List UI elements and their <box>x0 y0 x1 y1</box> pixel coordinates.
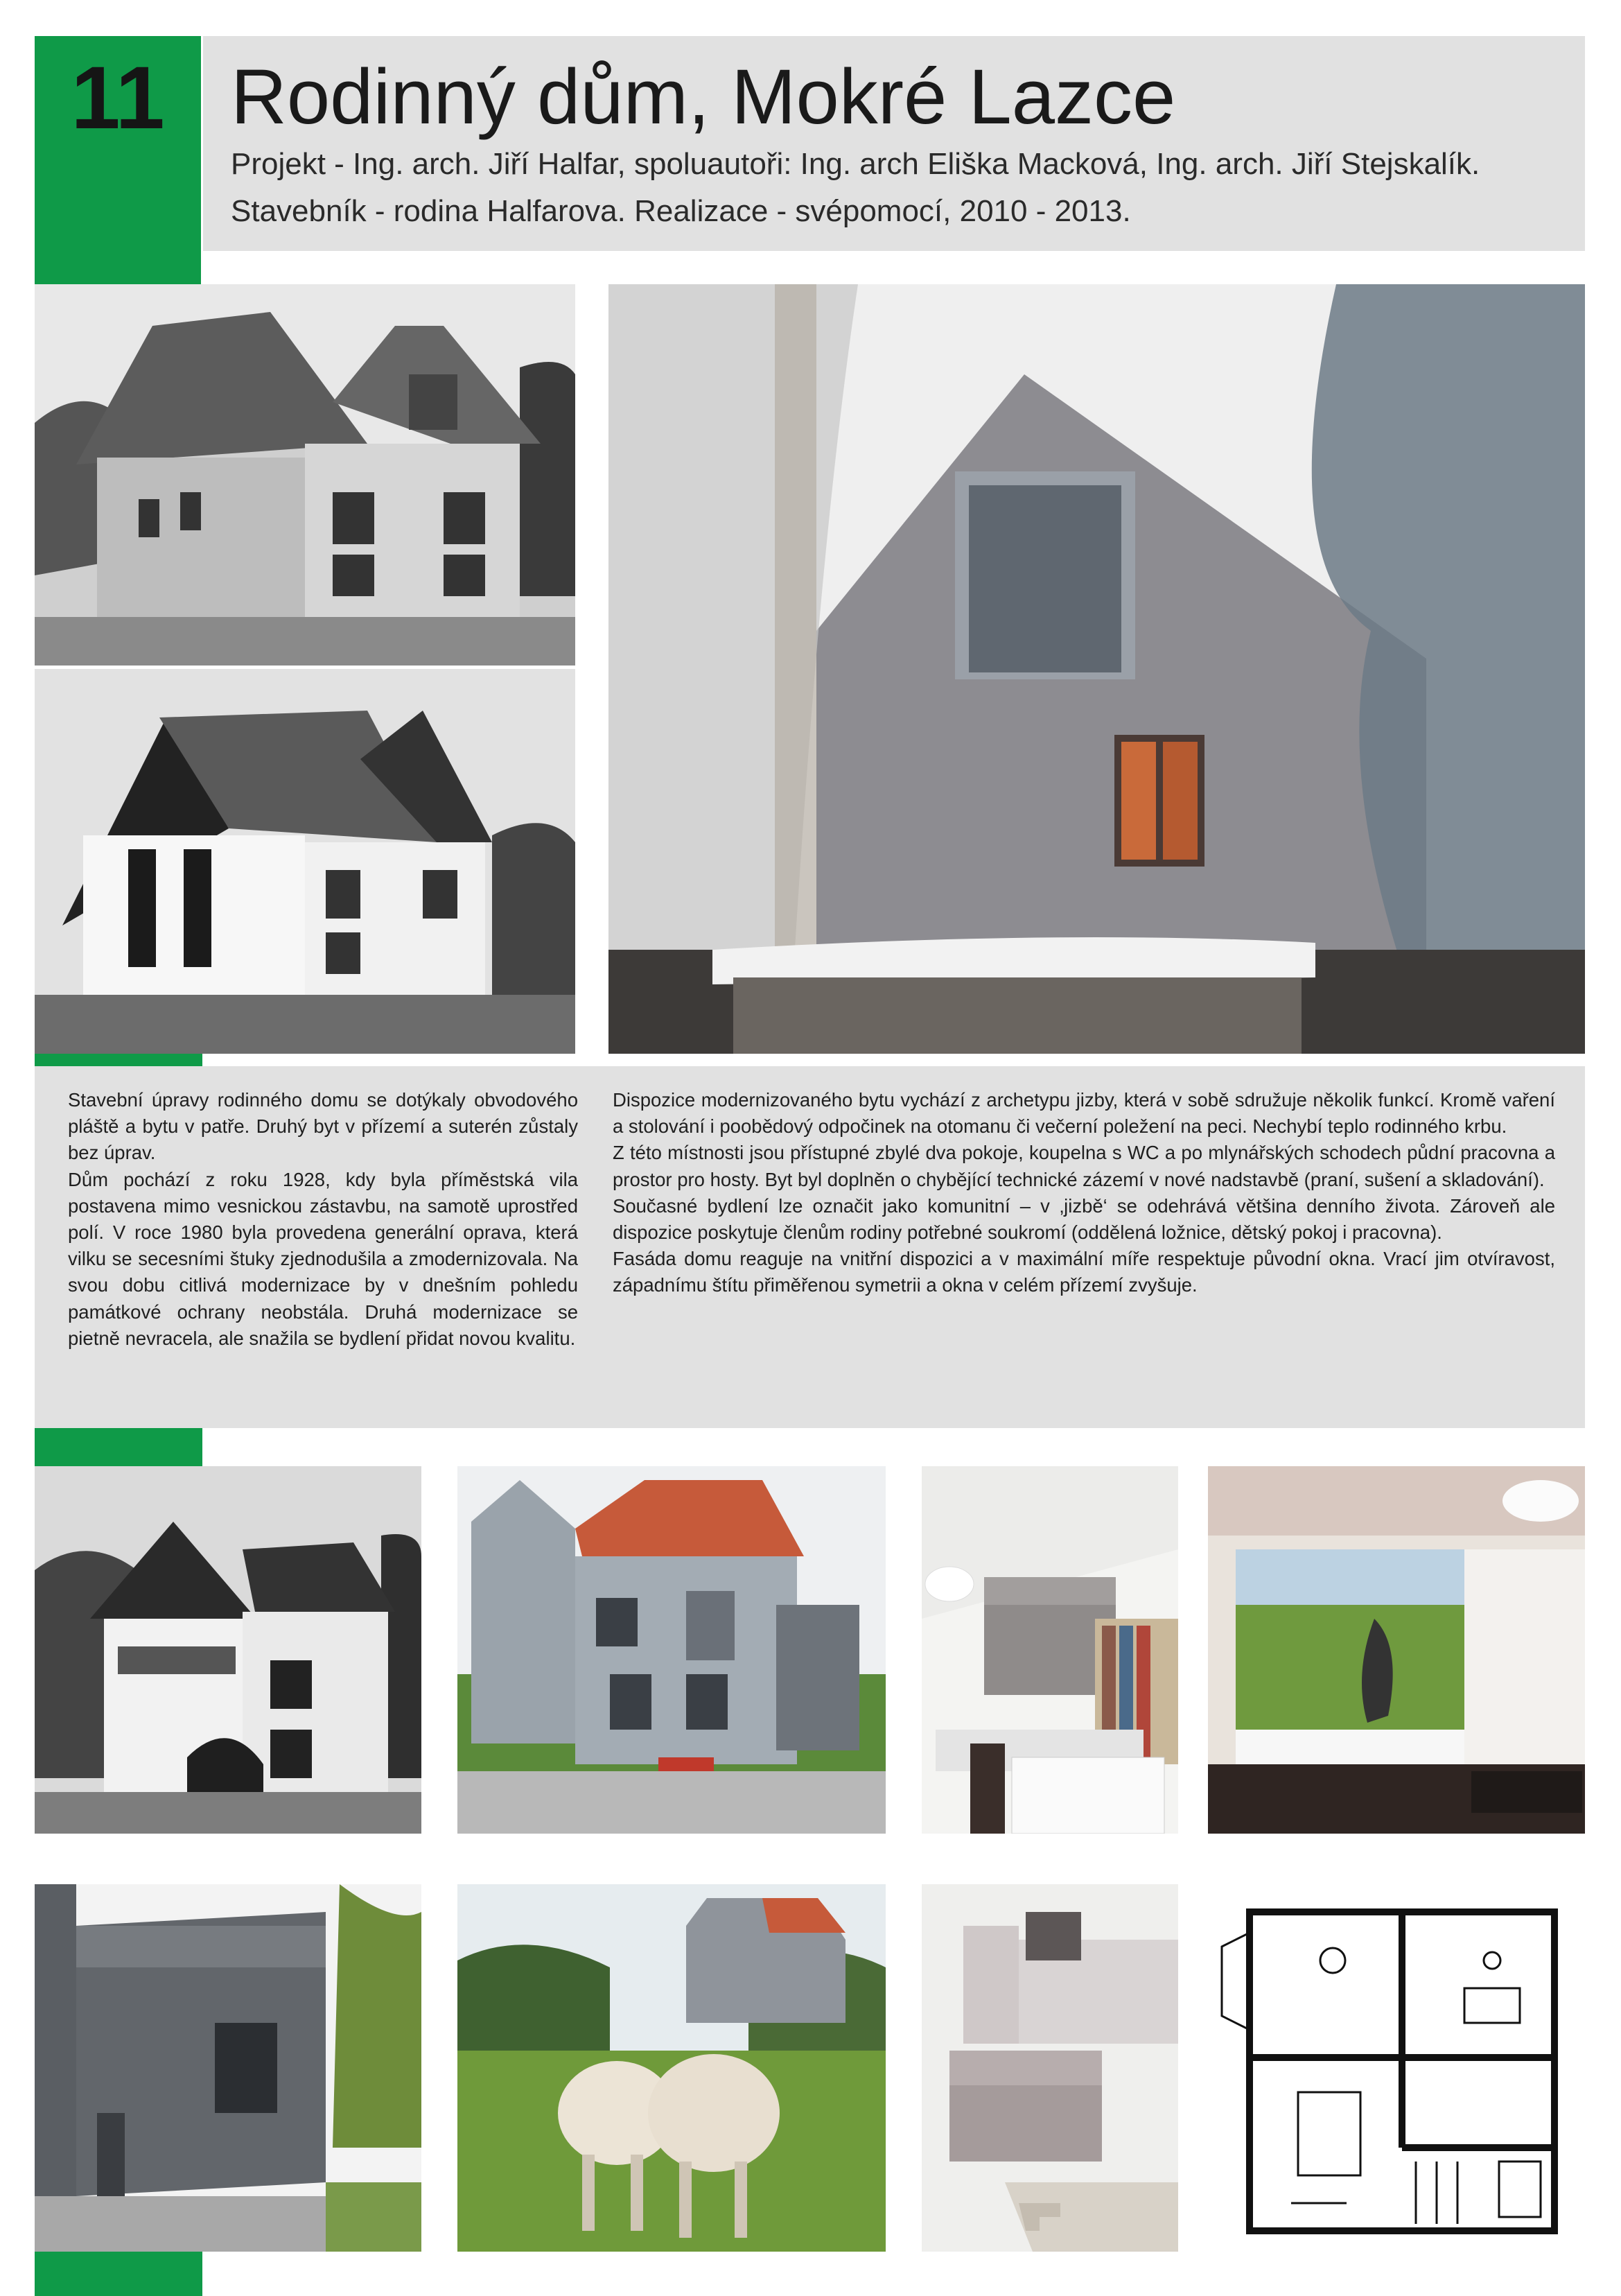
accent-bar-top <box>35 1054 202 1066</box>
page-title: Rodinný dům, Mokré Lazce <box>231 53 1176 140</box>
historic-house-1980-photo <box>35 669 575 1054</box>
floor-plan-drawing <box>1208 1884 1585 2252</box>
paragraph: Současné bydlení lze označit jako komunitní – v ‚jizbě‘ se odehrává většina denního života. Zároveň ale dispozice poskytuje členům rodiny potřebné soukromí (oddělená ložnice, dětský pokoj i pracovna). <box>613 1194 1555 1244</box>
text-column-right <box>613 1087 1555 1299</box>
interior-window-seat-photo <box>1208 1466 1585 1834</box>
renovated-house-photo <box>457 1466 886 1834</box>
historic-house-photo <box>35 284 575 666</box>
accent-bar-middle <box>35 1428 202 1466</box>
house-before-photo <box>35 1466 421 1834</box>
accent-bar-bottom <box>35 2252 202 2296</box>
paragraph: Fasáda domu reaguje na vnitřní dispozici a v maximální míře respektuje původní okna. Vrací jim otvíravost, západnímu štítu přiměřenou symetrii a okna v celém přízemí zvyšuje. <box>613 1248 1555 1296</box>
paragraph: Stavební úpravy rodinného domu se dotýkaly obvodového pláště a bytu v patře. Druhý byt v přízemí a suterén zůstaly bez úprav. <box>68 1089 578 1164</box>
paragraph: Dispozice modernizovaného bytu vychází z archetypu jizby, která v sobě sdružuje několik funkcí. Kromě vaření a stolování i poobědový odpočinek na otomanu či večerní poležení na peci. Nechybí teplo rodinného krbu. <box>613 1089 1555 1138</box>
subtitle-builder: Stavebník - rodina Halfarova. Realizace - svépomocí, 2010 - 2013. <box>231 194 1131 228</box>
paragraph: Dům pochází z roku 1928, kdy byla příměstská vila postavena mimo vesnickou zástavbu, na samotě uprostřed polí. V roce 1980 byla provedena generální oprava, která vilku se secesními štuky zjednodušila a zmodernizovala. Na svou dobu citlivá modernizace by v dnešním pohledu památkové ochrany neobstála. Druhá modernizace se pietně nevracela, ale snažila se bydlení přidat novou kvalitu. <box>68 1168 578 1349</box>
winter-gable-photo <box>608 284 1585 1054</box>
interior-stair-sofa-photo <box>922 1884 1178 2252</box>
text-column-left <box>68 1087 578 1352</box>
project-number: 11 <box>71 49 165 148</box>
sheep-garden-photo <box>457 1884 886 2252</box>
annex-exterior-photo <box>35 1884 421 2252</box>
subtitle-credits: Projekt - Ing. arch. Jiří Halfar, spoluautoři: Ing. arch Eliška Macková, Ing. arch. Jiří Stejskalík. <box>231 147 1480 181</box>
paragraph: Z této místnosti jsou přístupné zbylé dva pokoje, koupelna s WC a po mlynářských schodech půdní pracovna a prostor pro hosty. Byt byl doplněn o chybějící technické zázemí v nové nadstavbě (praní, sušení a skladování). <box>613 1142 1555 1190</box>
interior-kitchen-photo <box>922 1466 1178 1834</box>
